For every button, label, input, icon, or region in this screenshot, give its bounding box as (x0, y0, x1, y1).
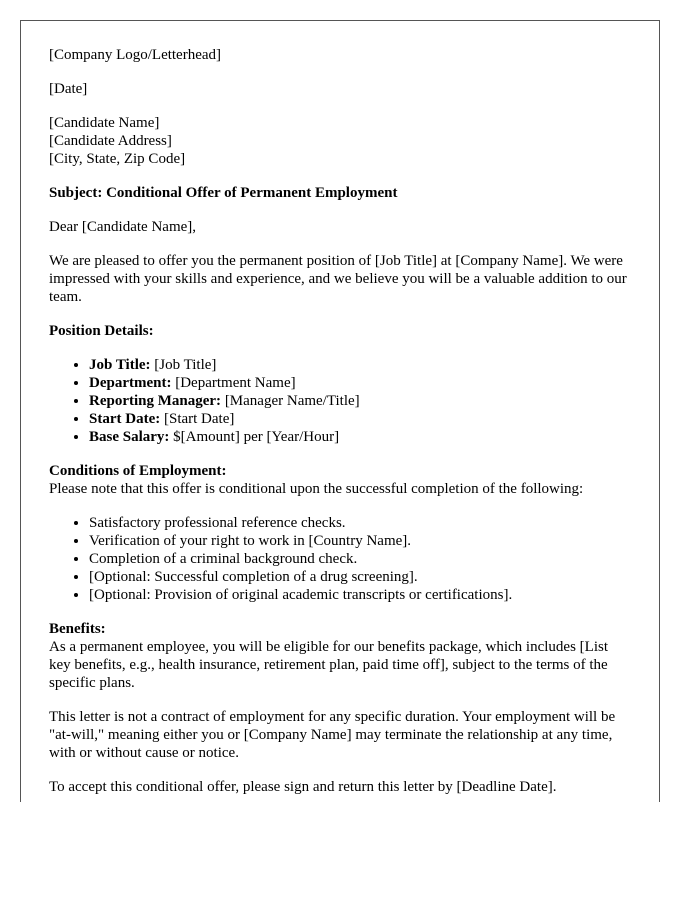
list-item (89, 392, 631, 410)
at-will-paragraph: This letter is not a contract of employment for any specific duration. Your employment will be "at-will," meaning either you or [Company Name] may terminate the relationship at any time, with or without cause or notice. (49, 709, 616, 761)
conditions-intro: Please note that this offer is conditional upon the successful completion of the following: (49, 481, 584, 497)
intro-paragraph: We are pleased to offer you the permanent position of [Job Title] at [Company Name]. We were impressed with your skills and experience, and we believe you will be a valuable addition to our team. (49, 253, 627, 305)
detail-value: [Start Date] (160, 411, 235, 427)
offer-letter (20, 20, 660, 802)
recipient-city: [City, State, Zip Code] (49, 151, 186, 167)
detail-value: $[Amount] per [Year/Hour] (169, 429, 340, 445)
conditions-section (49, 462, 631, 498)
detail-label: Department: (89, 375, 172, 391)
recipient-name: [Candidate Name] (49, 115, 160, 131)
detail-label: Start Date: (89, 411, 161, 427)
list-item (89, 374, 631, 392)
position-details-list (49, 356, 631, 446)
recipient-address: [Candidate Address] (49, 133, 172, 149)
list-item: • [Optional: Successful completion of a drug screening]. (89, 568, 631, 586)
conditions-heading: Conditions of Employment: (49, 463, 227, 479)
conditions-list (49, 514, 631, 604)
detail-label: Job Title: (89, 357, 151, 373)
detail-value: [Manager Name/Title] (221, 393, 360, 409)
detail-label: Reporting Manager: (89, 393, 222, 409)
letterhead: [Company Logo/Letterhead] (49, 47, 222, 63)
acceptance-paragraph: To accept this conditional offer, please sign and return this letter by [Deadline Date]. (49, 779, 557, 795)
benefits-heading: Benefits: (49, 621, 106, 637)
salutation: Dear [Candidate Name], (49, 219, 197, 235)
list-item: • Satisfactory professional reference checks. (89, 514, 631, 532)
list-item: • [Optional: Provision of original academic transcripts or certifications]. (89, 586, 631, 604)
list-item: • Completion of a criminal background check. (89, 550, 631, 568)
detail-value: [Job Title] (150, 357, 217, 373)
detail-value: [Department Name] (171, 375, 296, 391)
detail-label: Base Salary: (89, 429, 170, 445)
position-details-heading: Position Details: (49, 323, 154, 339)
list-item (89, 410, 631, 428)
benefits-section (49, 620, 631, 692)
list-item (89, 356, 631, 374)
recipient-block (49, 114, 631, 168)
subject-line: Subject: Conditional Offer of Permanent Employment (49, 185, 398, 201)
list-item (89, 428, 631, 446)
benefits-text: As a permanent employee, you will be eligible for our benefits package, which includes [List key benefits, e.g., health insurance, retirement plan, paid time off], subject to the terms of the specific plans. (49, 639, 608, 691)
letter-date: [Date] (49, 81, 88, 97)
list-item: • Verification of your right to work in [Country Name]. (89, 532, 631, 550)
